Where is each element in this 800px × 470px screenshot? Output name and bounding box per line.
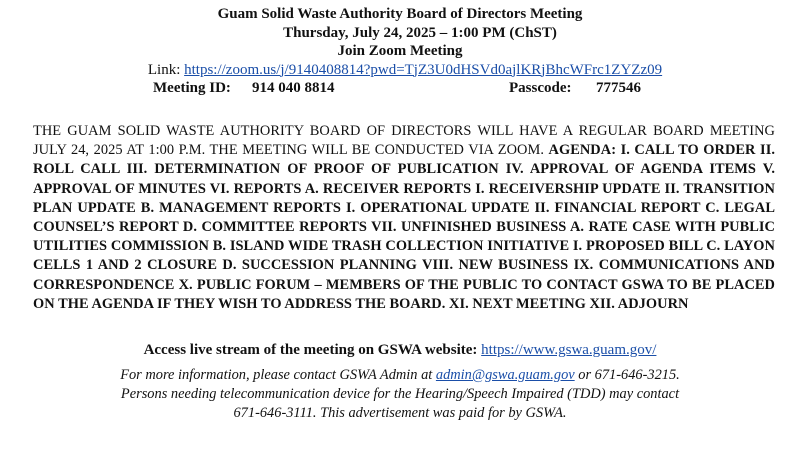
- passcode-value: 777546: [596, 80, 641, 96]
- gswa-website-link[interactable]: https://www.gswa.guam.gov/: [481, 342, 657, 358]
- live-stream-label: Access live stream of the meeting on GSWA website:: [143, 342, 478, 358]
- meeting-id-value: 914 040 8814: [252, 80, 335, 96]
- join-zoom-heading: Join Zoom Meeting: [337, 43, 463, 59]
- meeting-notice: [33, 122, 775, 314]
- contact-prefix: For more information, please contact GSWA Admin at: [120, 367, 436, 383]
- meeting-title: Guam Solid Waste Authority Board of Directors Meeting: [217, 6, 583, 22]
- meeting-datetime: Thursday, July 24, 2025 – 1:00 PM (ChST): [283, 24, 557, 41]
- live-stream-line: [0, 342, 800, 359]
- contact-line-3: 671-646-3111. This advertisement was paid for by GSWA.: [233, 405, 567, 421]
- zoom-link-label: Link:: [147, 61, 185, 78]
- contact-line-2: Persons needing telecommunication device for the Hearing/Speech Impaired (TDD) may contact: [120, 386, 680, 402]
- admin-email-link[interactable]: admin@gswa.guam.gov: [435, 367, 575, 383]
- contact-line-1: [0, 366, 800, 385]
- passcode-label: Passcode:: [509, 80, 572, 96]
- agenda-items: AGENDA: I. CALL TO ORDER II. ROLL CALL III. DETERMINATION OF PROOF OF PUBLICATION IV. APPROVAL OF AGENDA ITEMS V. APPROVAL OF MINUTES VI. REPORTS A. RECEIVER REPORTS I. RECEIVERSHIP UPDATE II. TRANSITION PLAN UPDATE B. MANAGEMENT REPORTS I. OPERATIONAL UPDATE II. FINANCIAL REPORT C. LEGAL COUNSEL’S REPORT D. COMMITTEE REPORTS VII. UNFINISHED BUSINESS A. RATE CASE WITH PUBLIC UTILITIES COMMISSION B. ISLAND WIDE TRASH COLLECTION INITIATIVE I. PROPOSED BILL C. LAYON CELLS 1 AND 2 CLOSURE D. SUCCESSION PLANNING VIII. NEW BUSINESS IX. COMMUNICATIONS AND CORRESPONDENCE X. PUBLIC FORUM – MEMBERS OF THE PUBLIC TO CONTACT GSWA TO BE PLACED ON THE AGENDA IF THEY WISH TO ADDRESS THE BOARD. XI. NEXT MEETING XII. ADJOURN: [33, 142, 775, 312]
- notice-intro: THE GUAM SOLID WASTE AUTHORITY BOARD OF DIRECTORS WILL HAVE A REGULAR BOARD MEETING JULY 24, 2025 AT 1:00 P.M. THE MEETING WILL BE CONDUCTED VIA ZOOM.: [33, 123, 775, 159]
- zoom-link[interactable]: https://zoom.us/j/9140408814?pwd=TjZ3U0dHSVd0ajlKRjBhcWFrc1ZYZz09: [184, 61, 663, 78]
- zoom-link-line: [0, 61, 800, 80]
- contact-info: [0, 366, 800, 423]
- contact-phone: or 671-646-3215.: [574, 367, 680, 383]
- meeting-id-label: Meeting ID:: [153, 80, 231, 96]
- meeting-credentials: [0, 79, 800, 99]
- meeting-header: [0, 5, 800, 99]
